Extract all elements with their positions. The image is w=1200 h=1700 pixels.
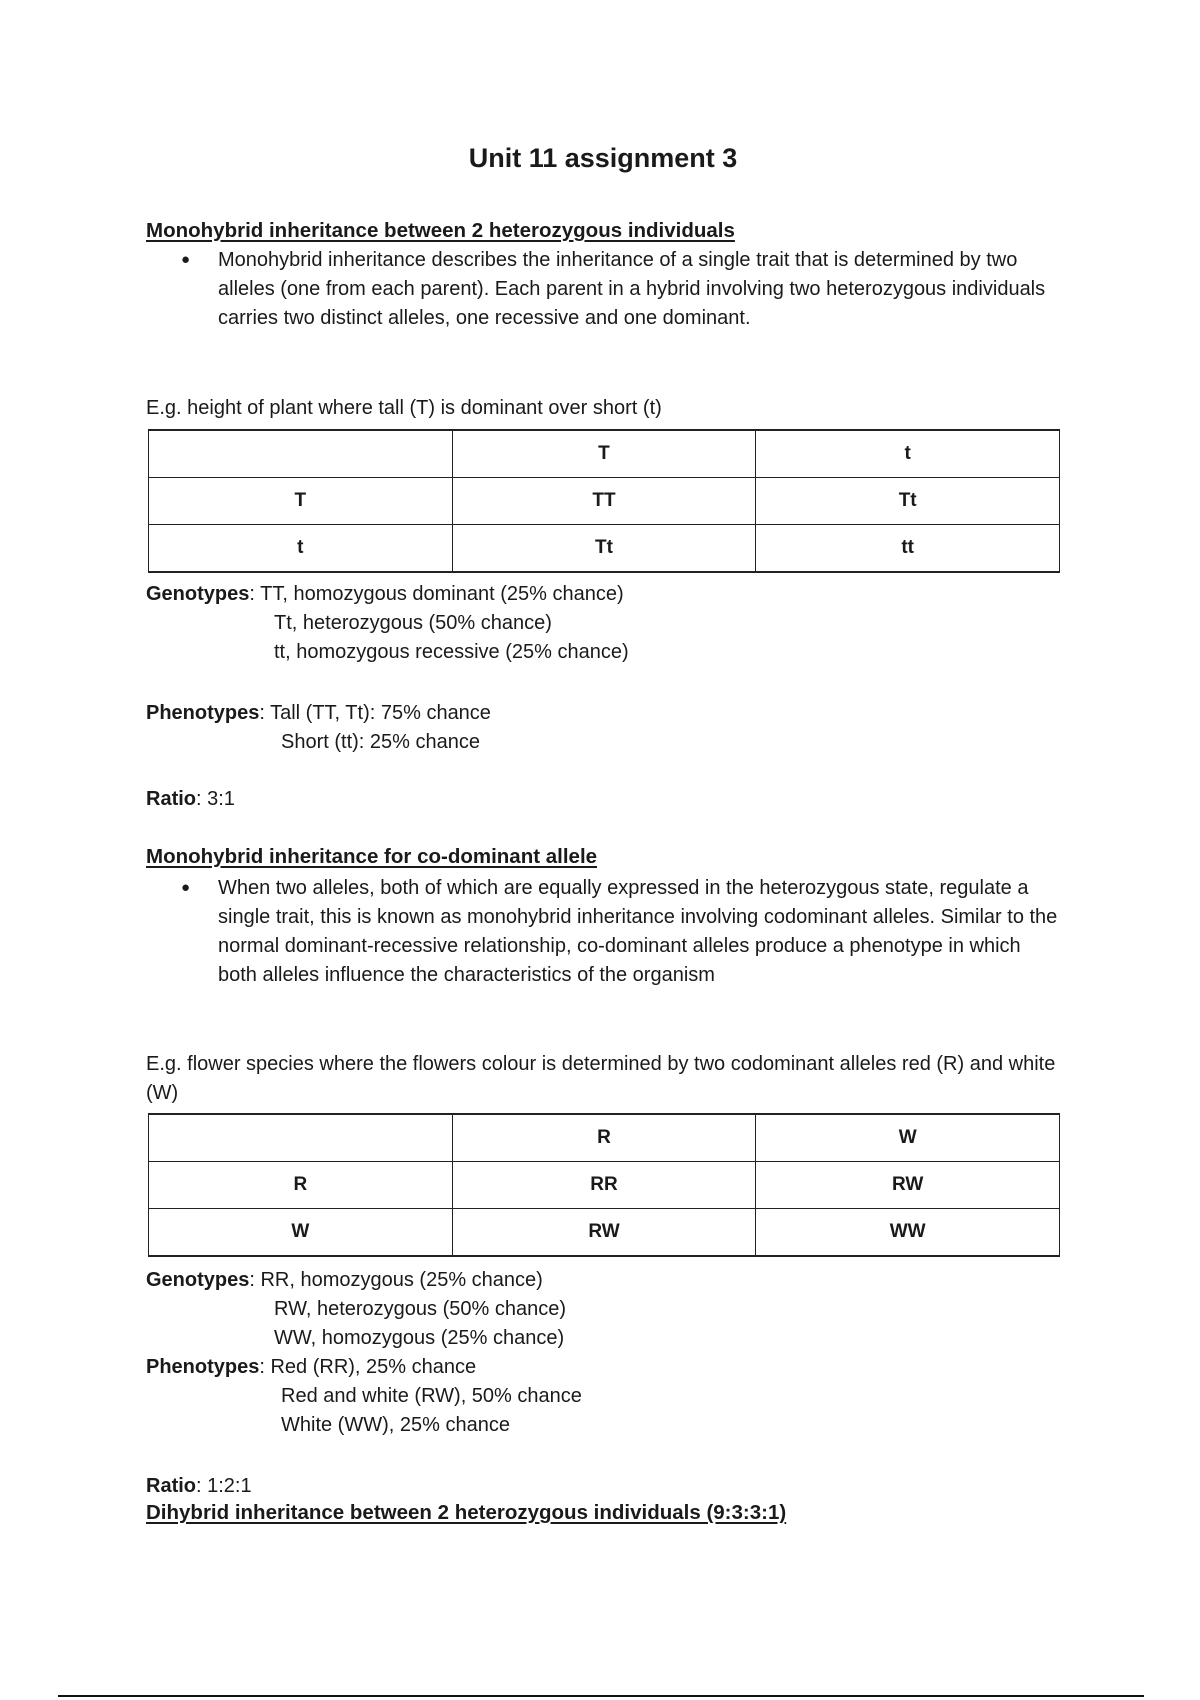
ratio-label: Ratio: [146, 788, 196, 810]
table-cell: W: [756, 1114, 1060, 1162]
table-cell: T: [149, 478, 453, 525]
table-cell: RW: [452, 1209, 756, 1257]
table-cell: R: [452, 1114, 756, 1162]
genotypes-line: [146, 1266, 543, 1295]
table-cell: t: [149, 525, 453, 573]
genotype-text: : TT, homozygous dominant (25% chance): [249, 583, 624, 605]
table-cell: [149, 1114, 453, 1162]
bullet-icon: ●: [181, 879, 191, 896]
genotype-text: RW, heterozygous (50% chance): [274, 1298, 567, 1320]
ratio-label: Ratio: [146, 1475, 196, 1497]
table-cell: TT: [452, 478, 756, 525]
page-title: Unit 11 assignment 3: [468, 143, 738, 173]
phenotype-text: White (WW), 25% chance: [281, 1414, 510, 1436]
table-cell: RW: [756, 1162, 1060, 1209]
phenotypes-label: Phenotypes: [146, 1356, 260, 1378]
table-cell: tt: [756, 525, 1060, 573]
genotypes-line: [146, 580, 624, 609]
table-row: [149, 478, 1060, 525]
table-cell: R: [149, 1162, 453, 1209]
table-row: [149, 525, 1060, 573]
bullet-text: When two alleles, both of which are equally expressed in the heterozygous state, regulate a single trait, this is known as monohybrid inheritance involving codominant alleles. Similar to the normal dominant-recessive relationship, co-dominant alleles produce a phenotype in which both alleles influence the characteristics of the organism: [218, 877, 1058, 986]
example-text: E.g. flower species where the flowers colour is determined by two codominant alleles red (R) and white (W): [146, 1053, 1056, 1104]
ratio-line: [146, 785, 235, 814]
table-cell: RR: [452, 1162, 756, 1209]
phenotypes-label: Phenotypes: [146, 702, 260, 724]
table-cell: Tt: [756, 478, 1060, 525]
section-heading-codominant: Monohybrid inheritance for co-dominant allele: [146, 845, 598, 868]
table-row: [149, 1209, 1060, 1257]
table-cell: T: [452, 430, 756, 478]
table-cell: Tt: [452, 525, 756, 573]
table-row: [149, 1162, 1060, 1209]
table-cell: WW: [756, 1209, 1060, 1257]
genotype-text: tt, homozygous recessive (25% chance): [274, 641, 629, 663]
phenotype-text: : Tall (TT, Tt): 75% chance: [259, 702, 491, 724]
genotype-text: WW, homozygous (25% chance): [274, 1327, 565, 1349]
ratio-value: : 1:2:1: [196, 1475, 252, 1497]
phenotype-text: Red and white (RW), 50% chance: [281, 1385, 582, 1407]
genotypes-label: Genotypes: [146, 1269, 250, 1291]
bullet-item: [146, 246, 1060, 333]
phenotype-text: : Red (RR), 25% chance: [259, 1356, 477, 1378]
bullet-text: Monohybrid inheritance describes the inheritance of a single trait that is determined by two alleles (one from each parent). Each parent in a hybrid involving two heterozygous individuals carries two distinct alleles, one recessive and one dominant.: [218, 249, 1046, 329]
table-cell: W: [149, 1209, 453, 1257]
phenotypes-line: [146, 1353, 476, 1382]
phenotype-text: Short (tt): 25% chance: [281, 731, 480, 753]
footer-divider: [58, 1695, 1144, 1697]
ratio-line: [146, 1472, 252, 1501]
section-heading-dihybrid: Dihybrid inheritance between 2 heterozygous individuals (9:3:3:1): [146, 1501, 787, 1524]
table-row: [149, 430, 1060, 478]
genotype-text: : RR, homozygous (25% chance): [249, 1269, 543, 1291]
punnett-square-tall-short: [148, 429, 1060, 573]
ratio-value: : 3:1: [196, 788, 235, 810]
bullet-icon: ●: [181, 251, 191, 268]
genotype-text: Tt, heterozygous (50% chance): [274, 612, 552, 634]
section-heading-monohybrid-heterozygous: Monohybrid inheritance between 2 heterozygous individuals: [146, 219, 735, 242]
punnett-square-red-white: [148, 1113, 1060, 1257]
table-row: [149, 1114, 1060, 1162]
phenotypes-line: [146, 699, 491, 728]
table-cell: [149, 430, 453, 478]
table-cell: t: [756, 430, 1060, 478]
bullet-item: [146, 874, 1060, 990]
example-text: E.g. height of plant where tall (T) is dominant over short (t): [146, 397, 662, 419]
genotypes-label: Genotypes: [146, 583, 250, 605]
